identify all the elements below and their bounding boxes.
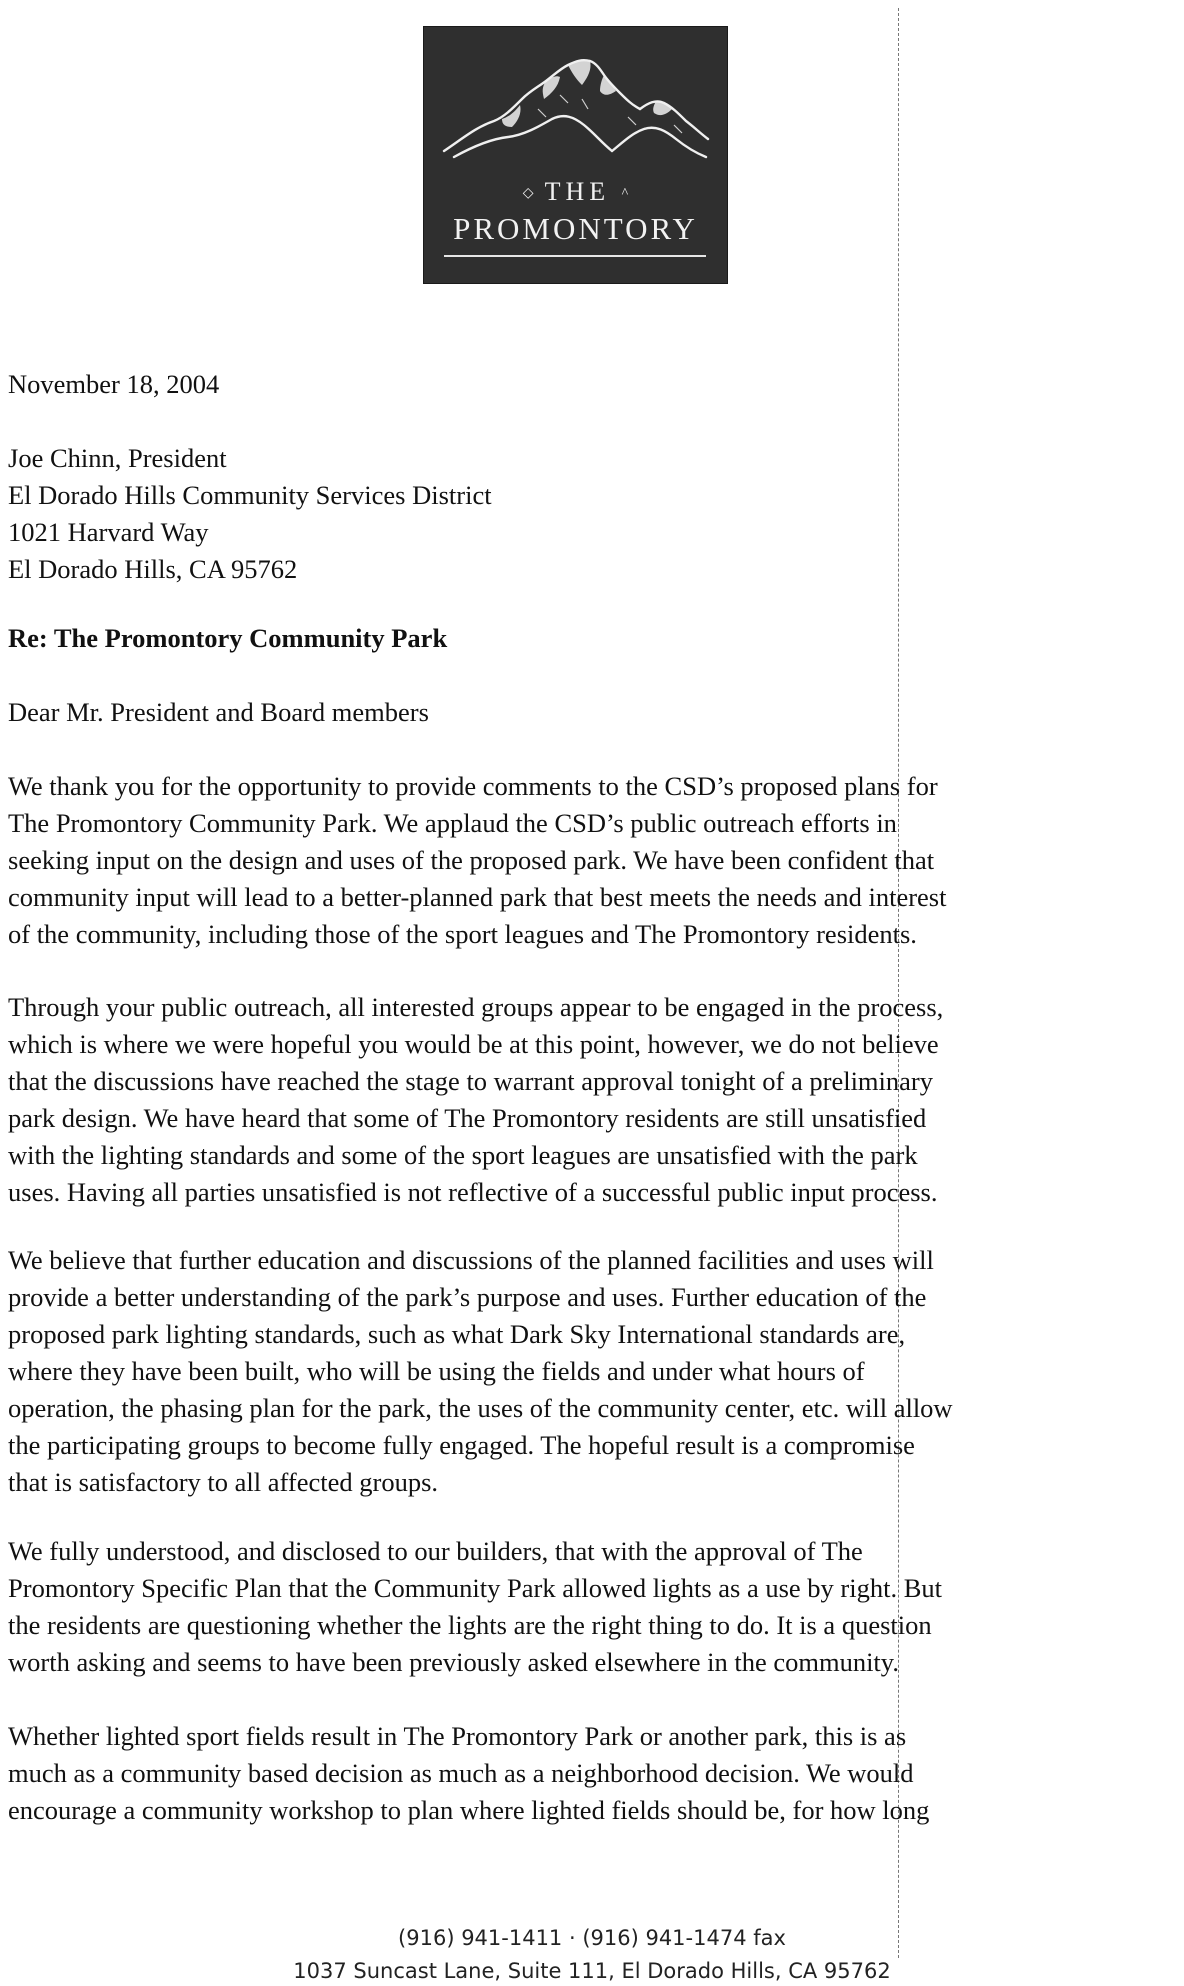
logo-the-text: ◇ THE ^ xyxy=(522,177,629,206)
paragraph-line: that the discussions have reached the stage to warrant approval tonight of a preliminary xyxy=(8,1066,933,1096)
paragraph-line: where they have been built, who will be using the fields and under what hours of xyxy=(8,1356,865,1386)
recipient-line: El Dorado Hills, CA 95762 xyxy=(8,554,298,584)
subject-line: Re: The Promontory Community Park xyxy=(8,623,448,653)
paragraph-line: proposed park lighting standards, such as what Dark Sky International standards are, xyxy=(8,1319,906,1349)
paragraph-2 xyxy=(8,989,1180,1211)
paragraph-line: operation, the phasing plan for the park, the uses of the community center, etc. will allow xyxy=(8,1393,953,1423)
paragraph-line: worth asking and seems to have been previously asked elsewhere in the community. xyxy=(8,1647,899,1677)
paragraph-line: We thank you for the opportunity to provide comments to the CSD’s proposed plans for xyxy=(8,771,938,801)
paragraph-line: of the community, including those of the sport leagues and The Promontory residents. xyxy=(8,919,917,949)
logo-name-text: PROMONTORY xyxy=(453,211,698,246)
promontory-logo xyxy=(423,26,728,284)
paragraph-line: the residents are questioning whether the lights are the right thing to do. It is a question xyxy=(8,1610,932,1640)
paragraph-line: community input will lead to a better-planned park that best meets the needs and interest xyxy=(8,882,947,912)
paragraph-line: Through your public outreach, all interested groups appear to be engaged in the process, xyxy=(8,992,944,1022)
paragraph-3 xyxy=(8,1242,1180,1501)
paragraph-line: which is where we were hopeful you would be at this point, however, we do not believe xyxy=(8,1029,939,1059)
paragraph-line: much as a community based decision as much as a neighborhood decision. We would xyxy=(8,1758,914,1788)
recipient-line: 1021 Harvard Way xyxy=(8,517,209,547)
paragraph-line: the participating groups to become fully engaged. The hopeful result is a compromise xyxy=(8,1430,915,1460)
paragraph-1 xyxy=(8,768,1180,953)
logo-the-word: THE xyxy=(544,177,611,206)
recipient-line: El Dorado Hills Community Services District xyxy=(8,480,492,510)
paragraph-line: encourage a community workshop to plan where lighted fields should be, for how long xyxy=(8,1795,930,1825)
paragraph-line: uses. Having all parties unsatisfied is not reflective of a successful public input process. xyxy=(8,1177,938,1207)
recipient-address xyxy=(8,440,1180,588)
footer-phone: (916) 941-1411 · (916) 941-1474 fax xyxy=(398,1926,786,1950)
footer-address: 1037 Suncast Lane, Suite 111, El Dorado Hills, CA 95762 xyxy=(293,1959,891,1983)
paragraph-4 xyxy=(8,1533,1180,1681)
logo-underline xyxy=(444,255,706,257)
letter-date: November 18, 2004 xyxy=(8,369,220,399)
paragraph-line: with the lighting standards and some of the sport leagues are unsatisfied with the park xyxy=(8,1140,918,1170)
salutation: Dear Mr. President and Board members xyxy=(8,697,429,727)
recipient-line: Joe Chinn, President xyxy=(8,443,227,473)
paragraph-line: provide a better understanding of the park’s purpose and uses. Further education of the xyxy=(8,1282,927,1312)
paragraph-line: park design. We have heard that some of The Promontory residents are still unsatisfied xyxy=(8,1103,927,1133)
paragraph-line: We believe that further education and discussions of the planned facilities and uses will xyxy=(8,1245,934,1275)
paragraph-line: Whether lighted sport fields result in The Promontory Park or another park, this is as xyxy=(8,1721,907,1751)
paragraph-line: that is satisfactory to all affected groups. xyxy=(8,1467,439,1497)
paragraph-line: We fully understood, and disclosed to our builders, that with the approval of The xyxy=(8,1536,863,1566)
paragraph-line: seeking input on the design and uses of the proposed park. We have been confident that xyxy=(8,845,935,875)
paragraph-line: Promontory Specific Plan that the Community Park allowed lights as a use by right. But xyxy=(8,1573,943,1603)
mountain-range-icon xyxy=(442,47,710,167)
paragraph-line: The Promontory Community Park. We applaud the CSD’s public outreach efforts in xyxy=(8,808,897,838)
paragraph-5 xyxy=(8,1718,1180,1829)
